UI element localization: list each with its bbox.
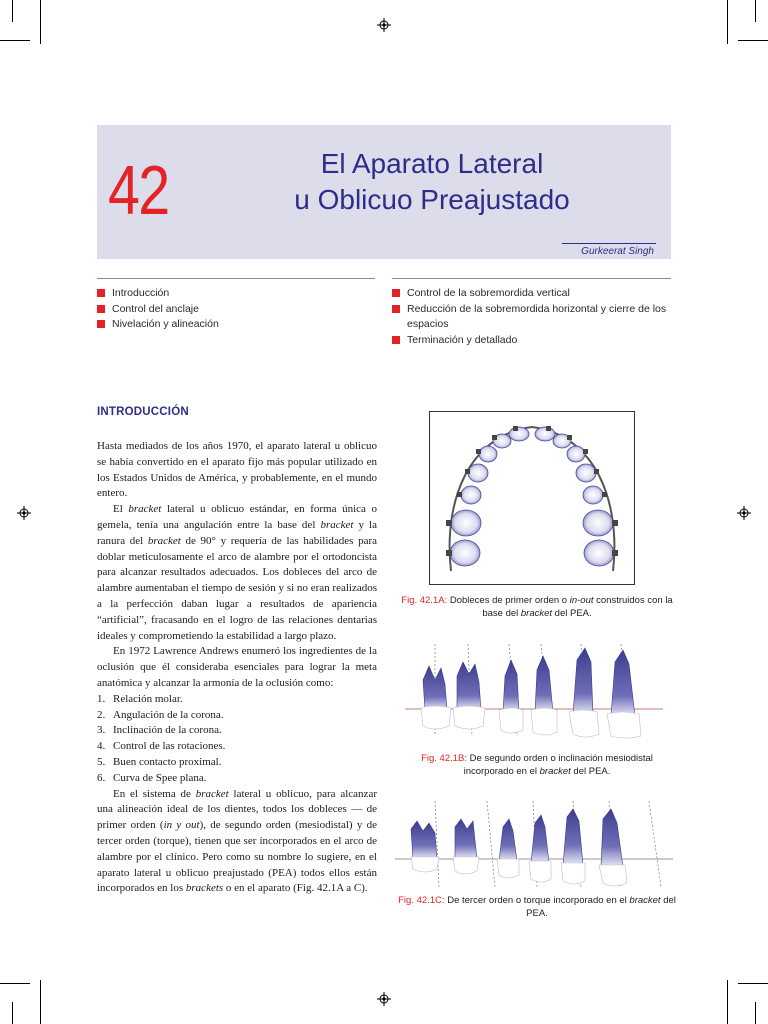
bullet-square-icon: [97, 289, 105, 297]
outline-item-label: Introducción: [112, 287, 170, 299]
chapter-title-line2: u Oblicuo Preajustado: [294, 184, 570, 215]
outline-item: [97, 302, 357, 318]
outline-item-label: Reducción de la sobremordida horizontal y cierre de los espacios: [407, 302, 667, 330]
chapter-title-line1: El Aparato Lateral: [320, 148, 544, 179]
list-item: 4. Control de las rotaciones.: [97, 740, 226, 753]
author-name: Gurkeerat Singh: [581, 246, 654, 257]
figure-42-1b-angulation-illustration: [405, 640, 663, 740]
author-rule: [562, 243, 656, 244]
crop-mark: [755, 1002, 756, 1024]
outline-item: [392, 302, 670, 333]
paragraph: Hasta mediados de los años 1970, el aparato lateral u oblicuo se había convertido en el aparato fijo más popular utilizado en los Estados Unidos de América, y probablemente, en el mundo entero.: [97, 440, 377, 500]
crop-mark: [12, 0, 13, 22]
outline-item: [97, 286, 357, 302]
crop-mark: [738, 983, 768, 984]
outline-item-label: Nivelación y alineación: [112, 318, 219, 330]
list-item: 1. Relación molar.: [97, 692, 183, 705]
occlusion-keys-list: [97, 692, 377, 787]
registration-mark-icon: [377, 18, 391, 32]
list-item: 6. Curva de Spee plana.: [97, 771, 207, 784]
outline-rule-right: [392, 278, 671, 279]
crop-mark: [727, 980, 728, 1024]
chapter-title: [262, 146, 602, 218]
outline-list-right: [392, 286, 670, 348]
figure-label: Fig. 42.1C:: [398, 895, 445, 906]
paragraph: En 1972 Lawrence Andrews enumeró los ingredientes de la oclusión que él consideraba esenciales para lograr la meta anatómica y alcanzar la armonía de la oclusión como:: [97, 645, 377, 689]
body-text: [97, 439, 377, 897]
figure-42-1a-arch-illustration: [429, 411, 635, 585]
crop-mark: [40, 0, 41, 44]
crop-mark: [40, 980, 41, 1024]
registration-mark-icon: [17, 506, 31, 520]
outline-item-label: Terminación y detallado: [407, 333, 518, 346]
outline-item: [97, 317, 357, 333]
chapter-number: 42: [108, 151, 169, 229]
list-item: 2. Angulación de la corona.: [97, 708, 224, 721]
paragraph: En el sistema de bracket lateral u oblicuo, para alcanzar una alineación ideal de los dientes, todos los dobleces — de primer orden (in y out), de segundo orden (mesiodistal) y de tercer orden (torque), tienen que ser incorporados en el arco de alambre por el clínico. Pero como su nombre lo sugiere, en el aparato lateral u oblicuo preajustado (PEA) todos ellos están incorporados en los brackets o en el aparato (Fig. 42.1A a C).: [97, 787, 377, 895]
bullet-square-icon: [392, 305, 400, 313]
outline-item: [392, 333, 670, 349]
figure-label: Fig. 42.1B:: [421, 753, 468, 764]
list-item: 3. Inclinación de la corona.: [97, 724, 222, 737]
figure-42-1b-caption: Fig. 42.1B: De segundo orden o inclinación mesiodistal incorporado en el bracket del PEA.: [421, 753, 653, 777]
outline-item-label: Control de la sobremordida vertical: [407, 287, 570, 299]
figure-label: Fig. 42.1A:: [401, 595, 448, 606]
outline-item: [392, 286, 670, 302]
crop-mark: [727, 0, 728, 44]
outline-list-left: [97, 286, 357, 333]
outline-item-label: Control del anclaje: [112, 302, 199, 315]
figure-42-1c-torque-illustration: [395, 797, 673, 889]
bullet-square-icon: [97, 305, 105, 313]
paragraph: El bracket lateral u oblicuo estándar, en forma única o gemela, tenía una angulación entre la base del bracket y la ranura del bracket de 90° y requería de las habilidades para doblar meticulosamente el arco de alambre por el ortodoncista para alcanzar resultados adecuados. Los dobleces del arco de alambre aumentaban el tiempo de sesión y si no eran realizados a la perfección daban lugar a resultados de apariencia “artificial”, fracasando en el logro de las relaciones dentarias ideales y comprometiendo la estabilidad a largo plazo.: [97, 503, 378, 642]
crop-mark: [738, 40, 768, 41]
crop-mark: [0, 40, 30, 41]
crop-mark: [0, 983, 30, 984]
bullet-square-icon: [97, 320, 105, 328]
list-item: 5. Buen contacto proximal.: [97, 755, 222, 768]
figure-42-1a-caption: Fig. 42.1A: Dobleces de primer orden o in-out construidos con la base del bracket del PEA.: [401, 595, 673, 619]
crop-mark: [12, 1002, 13, 1024]
figure-42-1c-caption: Fig. 42.1C: De tercer orden o torque incorporado en el bracket del PEA.: [398, 895, 676, 919]
bullet-square-icon: [392, 336, 400, 344]
registration-mark-icon: [377, 992, 391, 1006]
registration-mark-icon: [737, 506, 751, 520]
bullet-square-icon: [392, 289, 400, 297]
section-heading: INTRODUCCIÓN: [97, 406, 189, 418]
crop-mark: [755, 0, 756, 22]
outline-rule-left: [97, 278, 375, 279]
